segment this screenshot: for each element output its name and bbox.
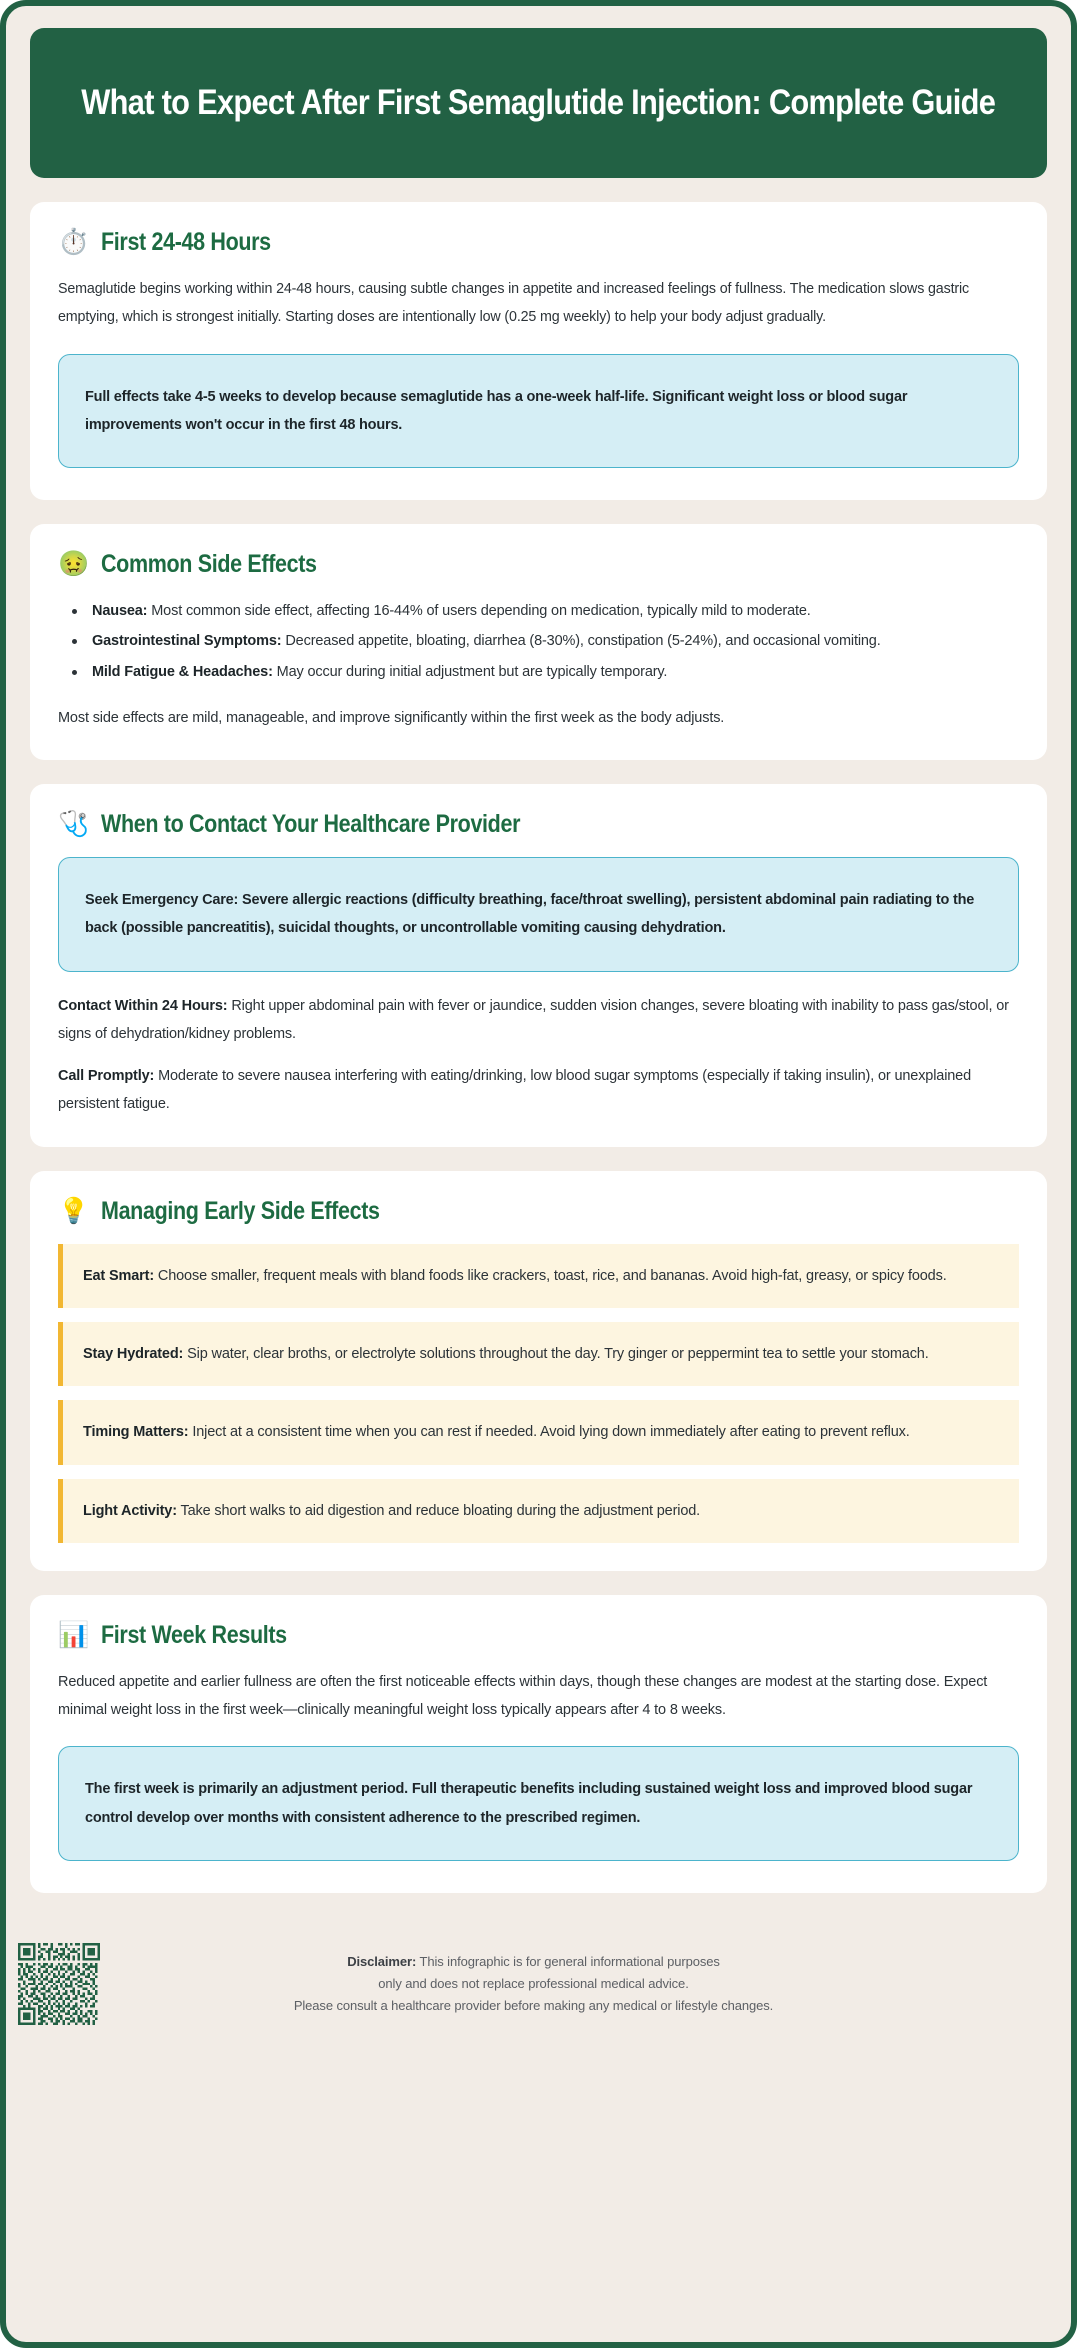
section-header [58, 1197, 1019, 1226]
side-effects-list [62, 597, 1019, 686]
disclaimer-line-2: only and does not replace professional medical advice. [378, 1975, 689, 1991]
disclaimer-text [100, 1943, 1037, 2017]
section-paragraph: Reduced appetite and earlier fullness are often the first noticeable effects within days, though these changes are modest at the starting dose. Expect minimal weight loss in the first week—clinically meaningful weight loss typically appears after 4 to 8 weeks. [58, 1673, 988, 1719]
tip-body: Choose smaller, frequent meals with bland foods like crackers, toast, rice, and bananas. Avoid high-fat, greasy, or spicy foods. [154, 1267, 947, 1284]
section-card-common-side-effects [30, 524, 1047, 760]
tip-body: Sip water, clear broths, or electrolyte solutions throughout the day. Try ginger or peppermint tea to settle your stomach. [183, 1345, 929, 1362]
emergency-callout-box [58, 857, 1019, 972]
list-item [62, 627, 1019, 655]
section-header [58, 1621, 1019, 1650]
list-item [62, 597, 1019, 625]
disclaimer-line-3: Please consult a healthcare provider before making any medical or lifestyle changes. [293, 1998, 774, 2014]
footer [30, 1917, 1047, 2067]
disclaimer-line-1: This infographic is for general informational purposes [416, 1953, 720, 1969]
section-card-when-to-contact-provider [30, 784, 1047, 1147]
paragraph-lead: Call Promptly: [58, 1068, 155, 1085]
info-callout-text: Full effects take 4-5 weeks to develop because semaglutide has a one-week half-life. Significant weight loss or blood sugar improvements won't occur in the first 48 hours. [85, 388, 908, 433]
section-title-first-24-48-hours: First 24-48 Hours [101, 228, 271, 256]
paragraph-lead: Contact Within 24 Hours: [58, 997, 228, 1014]
tip-lead: Eat Smart: [83, 1267, 155, 1284]
paragraph-text: Right upper abdominal pain with fever or jaundice, sudden vision changes, severe bloating with inability to pass gas/stool, or signs of dehydration/kidney problems. [58, 997, 1009, 1042]
tip-box-light-activity [58, 1479, 1019, 1543]
section-header [58, 550, 1019, 579]
tip-lead: Light Activity: [83, 1502, 177, 1519]
section-header [58, 228, 1019, 257]
stopwatch-icon: ⏱️ [58, 228, 90, 256]
tip-lead: Timing Matters: [83, 1424, 189, 1441]
nauseated-face-icon: 🤢 [58, 550, 90, 579]
disclaimer-lead: Disclaimer: [347, 1953, 417, 1969]
emergency-callout-text: Seek Emergency Care: Severe allergic reactions (difficulty breathing, face/throat swelling), persistent abdominal pain radiating to the back (possible pancreatitis), suicidal thoughts, or uncontrollable vomiting causing dehydration. [85, 892, 975, 937]
section-card-first-24-48-hours [30, 202, 1047, 500]
tip-body: Inject at a consistent time when you can rest if needed. Avoid lying down immediately after eating to prevent reflux. [188, 1424, 910, 1441]
tip-text [83, 1262, 997, 1290]
header-banner [30, 28, 1047, 178]
tip-lead: Stay Hydrated: [83, 1345, 184, 1362]
call-promptly-paragraph [58, 1062, 1019, 1119]
section-paragraph: Semaglutide begins working within 24-48 hours, causing subtle changes in appetite and increased feelings of fullness. The medication slows gastric emptying, which is strongest initially. Starting doses are intentionally low (0.25 mg weekly) to help your body adjust gradually. [58, 281, 970, 326]
list-item-lead: Mild Fatigue & Headaches: [92, 663, 273, 680]
tip-box-timing-matters [58, 1400, 1019, 1464]
section-title-managing-early-side-effects: Managing Early Side Effects [101, 1196, 380, 1225]
section-closing-paragraph: Most side effects are mild, manageable, and improve significantly within the first week as the body adjusts. [58, 709, 725, 726]
stethoscope-icon: 🩺 [58, 810, 90, 839]
contact-within-24-hours-paragraph [58, 992, 1019, 1049]
section-title-first-week-results: First Week Results [101, 1620, 287, 1649]
list-item-text: Most common side effect, affecting 16-44% of users depending on medication, typically mild to moderate. [147, 603, 811, 620]
list-item-lead: Nausea: [92, 603, 148, 620]
list-item-lead: Gastrointestinal Symptoms: [92, 633, 282, 650]
section-title-common-side-effects: Common Side Effects [101, 550, 317, 579]
section-title-when-to-contact-provider: When to Contact Your Healthcare Provider [101, 810, 521, 839]
qr-code-icon [18, 1943, 100, 2025]
list-item [62, 658, 1019, 686]
tip-text [83, 1418, 997, 1446]
section-card-first-week-results [30, 1595, 1047, 1893]
section-card-managing-early-side-effects [30, 1171, 1047, 1571]
tip-box-stay-hydrated [58, 1322, 1019, 1386]
info-callout-box [58, 1746, 1019, 1861]
info-callout-box [58, 354, 1019, 469]
tip-text [83, 1497, 997, 1525]
bar-chart-icon: 📊 [58, 1620, 90, 1649]
list-item-text: Decreased appetite, bloating, diarrhea (8-30%), constipation (5-24%), and occasional vomiting. [281, 633, 881, 650]
info-callout-text: The first week is primarily an adjustment period. Full therapeutic benefits including sustained weight loss and improved blood sugar control develop over months with consistent adherence to the prescribed regimen. [85, 1781, 973, 1826]
light-bulb-icon: 💡 [58, 1196, 90, 1225]
section-header [58, 810, 1019, 839]
list-item-text: May occur during initial adjustment but are typically temporary. [272, 663, 668, 680]
tip-box-eat-smart [58, 1244, 1019, 1308]
paragraph-text: Moderate to severe nausea interfering with eating/drinking, low blood sugar symptoms (especially if taking insulin), or unexplained persistent fatigue. [58, 1068, 972, 1113]
page-title: What to Expect After First Semaglutide Injection: Complete Guide [81, 82, 996, 122]
tip-body: Take short walks to aid digestion and reduce bloating during the adjustment period. [176, 1502, 701, 1519]
tip-text [83, 1340, 997, 1368]
